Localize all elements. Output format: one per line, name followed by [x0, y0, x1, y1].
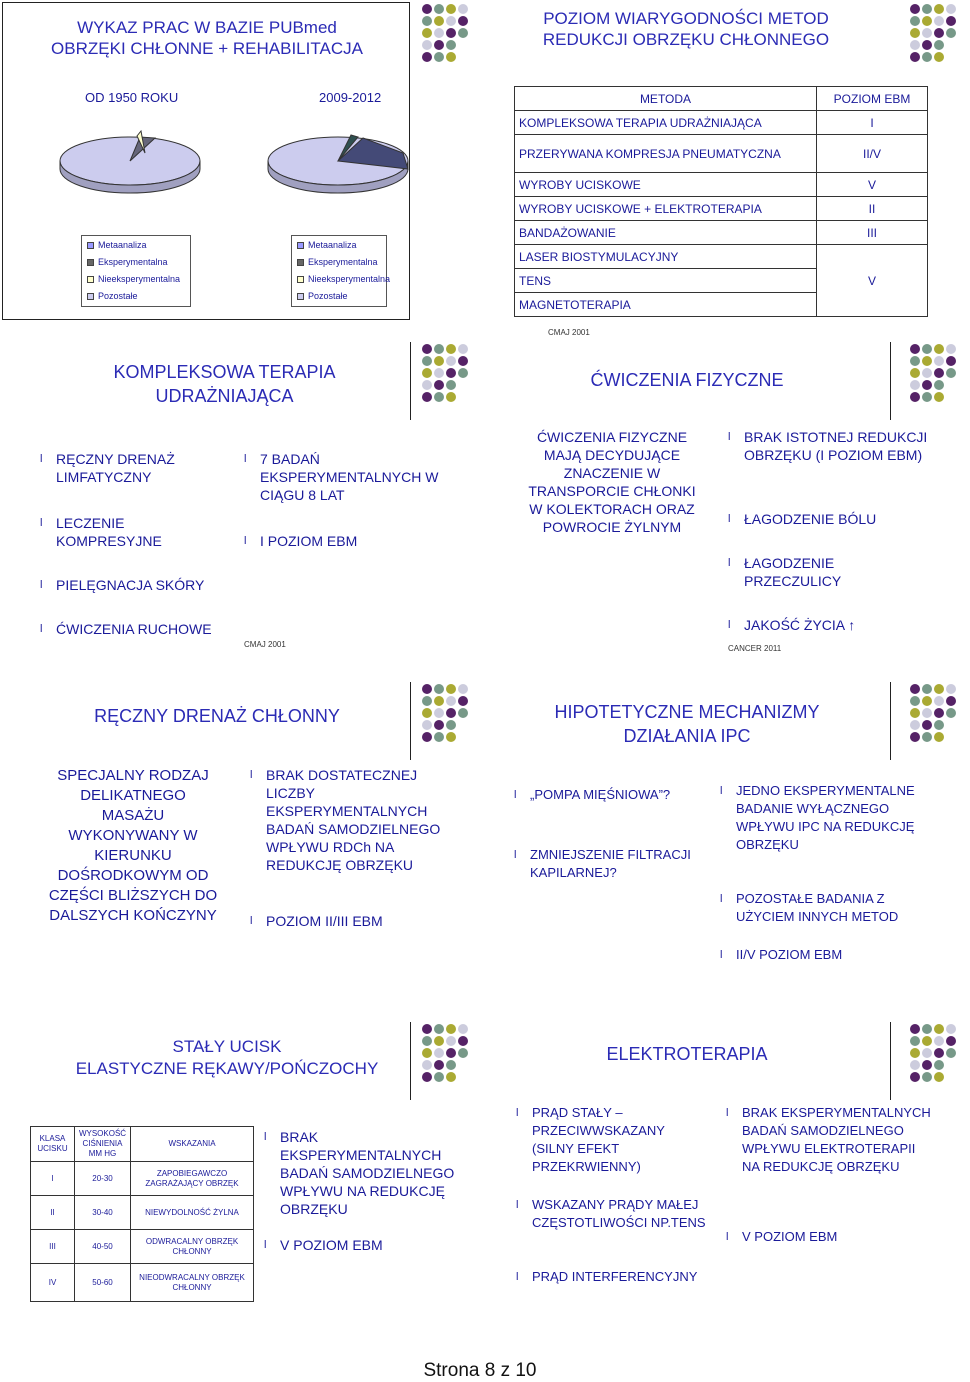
dot	[934, 1024, 944, 1034]
dot	[910, 684, 920, 694]
dot	[422, 720, 432, 730]
dot	[422, 684, 432, 694]
slide-title: ĆWICZENIA FIZYCZNE	[590, 370, 784, 390]
dot	[946, 1036, 956, 1046]
list-item: l JEDNO EKSPERYMENTALNE BADANIE WYŁĄCZNEGO WPŁYWU IPC NA REDUKCJĘ OBRZĘKU	[720, 782, 920, 854]
slide-title: STAŁY UCISK ELASTYCZNE RĘKAWY/POŃCZOCHY	[75, 1037, 379, 1078]
dot	[922, 696, 932, 706]
dot	[922, 52, 932, 62]
decorative-dots	[422, 4, 482, 64]
dot	[458, 4, 468, 14]
dot	[934, 1036, 944, 1046]
dot	[922, 1060, 932, 1070]
legend-swatch	[87, 276, 94, 283]
list-item: l 7 BADAŃ EKSPERYMENTALNYCH W CIĄGU 8 LAT	[244, 450, 454, 504]
dot	[934, 344, 944, 354]
dot	[446, 1060, 456, 1070]
dot	[446, 684, 456, 694]
list-item: l POZOSTAŁE BADANIA Z UŻYCIEM INNYCH METOD	[720, 890, 920, 926]
dot	[422, 28, 432, 38]
dot	[946, 28, 956, 38]
table-row: BANDAŻOWANIE III	[515, 221, 928, 245]
list-item: l BRAK DOSTATECZNEJ LICZBY EKSPERYMENTALNYCH BADAŃ SAMODZIELNEGO WPŁYWU RDCh NA REDUKCJĘ OBRZĘKU	[250, 766, 450, 874]
dot	[910, 344, 920, 354]
dot	[434, 1024, 444, 1034]
dot	[946, 16, 956, 26]
dot	[422, 1036, 432, 1046]
dot	[910, 356, 920, 366]
dot	[910, 732, 920, 742]
dot	[934, 1060, 944, 1070]
slide-ipc	[482, 682, 958, 1000]
dot	[446, 40, 456, 50]
dot	[422, 1072, 432, 1082]
dot	[458, 1024, 468, 1034]
dot	[910, 28, 920, 38]
dot	[458, 16, 468, 26]
legend-swatch	[297, 293, 304, 300]
list-item: l RĘCZNY DRENAŻ LIMFATYCZNY	[40, 450, 200, 486]
dot	[422, 380, 432, 390]
table-row: III 40-50 ODWRACALNY OBRZĘK CHŁONNY	[31, 1230, 254, 1264]
dot	[422, 392, 432, 402]
dot	[458, 708, 468, 718]
dot	[946, 684, 956, 694]
table-row: PRZERYWANA KOMPRESJA PNEUMATYCZNA II/V	[515, 135, 928, 173]
dot	[422, 1048, 432, 1058]
dot	[910, 1024, 920, 1034]
dot	[446, 732, 456, 742]
dot	[922, 392, 932, 402]
table-row: IV 50-60 NIEODWRACALNY OBRZĘK CHŁONNY	[31, 1264, 254, 1302]
dot	[446, 16, 456, 26]
dot	[922, 720, 932, 730]
dot	[422, 344, 432, 354]
dot	[434, 720, 444, 730]
dot	[434, 368, 444, 378]
dot	[934, 684, 944, 694]
dot	[458, 684, 468, 694]
dot	[922, 40, 932, 50]
dot	[934, 720, 944, 730]
slide-pubmed	[2, 2, 410, 320]
dot	[434, 708, 444, 718]
table-row: MAGNETOTERAPIA	[515, 293, 928, 317]
dot	[922, 684, 932, 694]
dot	[934, 368, 944, 378]
dot	[434, 28, 444, 38]
dot	[946, 708, 956, 718]
dot	[910, 1060, 920, 1070]
source-label: CMAJ 2001	[244, 640, 286, 649]
dot	[922, 1048, 932, 1058]
dot	[934, 732, 944, 742]
table-row: KOMPLEKSOWA TERAPIA UDRAŻNIAJĄCA I	[515, 111, 928, 135]
list-item: l II/V POZIOM EBM	[720, 946, 920, 964]
slide-cwiczenia	[482, 342, 958, 660]
dot	[434, 344, 444, 354]
table-row: LASER BIOSTYMULACYJNY V	[515, 245, 928, 269]
dot	[446, 344, 456, 354]
dot	[446, 4, 456, 14]
dot	[434, 356, 444, 366]
pressure-class-table	[30, 1126, 254, 1302]
slide-title: HIPOTETYCZNE MECHANIZMY DZIAŁANIA IPC	[554, 702, 820, 746]
decorative-dots	[422, 344, 482, 404]
dot	[946, 356, 956, 366]
dot	[922, 1024, 932, 1034]
table-row: WYROBY UCISKOWE + ELEKTROTERAPIA II	[515, 197, 928, 221]
decorative-dots	[910, 684, 970, 744]
slide-title: RĘCZNY DRENAŻ CHŁONNY	[94, 706, 340, 726]
dot	[458, 1048, 468, 1058]
dot	[434, 380, 444, 390]
dot	[922, 1072, 932, 1082]
list-item: l ŁAGODZENIE BÓLU	[728, 510, 928, 528]
dot	[946, 4, 956, 14]
list-item: l BRAK EKSPERYMENTALNYCH BADAŃ SAMODZIELNEGO WPŁYWU NA REDUKCJĘ OBRZĘKU	[264, 1128, 464, 1218]
dot	[446, 1048, 456, 1058]
dot	[934, 356, 944, 366]
legend-2009: Metaanaliza Eksperymentalna Nieeksperymentalna Pozostałe	[297, 237, 390, 305]
dot	[446, 52, 456, 62]
dot	[910, 392, 920, 402]
dot	[422, 368, 432, 378]
dot	[422, 708, 432, 718]
dot	[458, 344, 468, 354]
list-item: l ŁAGODZENIE PRZECZULICY	[728, 554, 928, 590]
dot	[910, 708, 920, 718]
dot	[422, 40, 432, 50]
table-header: WSKAZANIA	[131, 1127, 254, 1162]
slide-title: ELEKTROTERAPIA	[606, 1044, 768, 1064]
left-period-label: OD 1950 ROKU	[85, 90, 179, 105]
dot	[922, 1036, 932, 1046]
dot	[946, 1024, 956, 1034]
dot	[422, 1060, 432, 1070]
list-item: l V POZIOM EBM	[264, 1236, 464, 1254]
list-item: l PRĄD INTERFERENCYJNY	[516, 1268, 706, 1286]
table-row: II 30-40 NIEWYDOLNOŚĆ ŻYLNA	[31, 1196, 254, 1230]
legend-swatch	[87, 242, 94, 249]
decorative-dots	[422, 684, 482, 744]
decorative-dots	[910, 1024, 970, 1084]
right-period-label: 2009-2012	[319, 90, 382, 105]
table-row	[31, 1127, 254, 1162]
dot	[446, 1024, 456, 1034]
dot	[934, 4, 944, 14]
dot	[910, 1048, 920, 1058]
dot	[458, 1036, 468, 1046]
legend-swatch	[87, 293, 94, 300]
dot	[922, 356, 932, 366]
legend-swatch	[297, 276, 304, 283]
dot	[922, 708, 932, 718]
dot	[934, 28, 944, 38]
list-item: l V POZIOM EBM	[726, 1228, 936, 1246]
dot	[422, 1024, 432, 1034]
dot	[458, 696, 468, 706]
dot	[458, 28, 468, 38]
dot	[922, 732, 932, 742]
table-header: METODA	[515, 87, 817, 111]
dot	[434, 696, 444, 706]
decorative-dots	[422, 1024, 482, 1084]
dot	[922, 4, 932, 14]
arrow-up-icon: ↑	[848, 617, 856, 633]
dot	[422, 16, 432, 26]
dot	[446, 1072, 456, 1082]
slide-ebm-levels	[414, 2, 958, 337]
dot	[434, 16, 444, 26]
dot	[922, 344, 932, 354]
dot	[434, 4, 444, 14]
slide-title: KOMPLEKSOWA TERAPIA UDRAŻNIAJĄCA	[113, 362, 336, 406]
table-row: WYROBY UCISKOWE V	[515, 173, 928, 197]
list-item: l JAKOŚĆ ŻYCIA ↑	[728, 616, 928, 634]
table-row: TENS	[515, 269, 928, 293]
list-item: l BRAK ISTOTNEJ REDUKCJI OBRZĘKU (I POZIOM EBM)	[728, 428, 928, 464]
slide-elektroterapia	[482, 1022, 958, 1340]
dot	[910, 696, 920, 706]
dot	[934, 1072, 944, 1082]
dot	[946, 696, 956, 706]
dot	[910, 1072, 920, 1082]
dot	[910, 368, 920, 378]
dot	[434, 732, 444, 742]
dot	[458, 356, 468, 366]
dot	[934, 52, 944, 62]
legend-1950: Metaanaliza Eksperymentalna Nieeksperymentalna Pozostałe	[87, 237, 180, 305]
dot	[910, 380, 920, 390]
dot	[946, 1048, 956, 1058]
dot	[434, 1072, 444, 1082]
dot	[946, 368, 956, 378]
dot	[934, 16, 944, 26]
legend-swatch	[297, 242, 304, 249]
dot	[934, 696, 944, 706]
table-header: WYSOKOŚĆ CIŚNIENIA MM HG	[75, 1127, 131, 1162]
table-header: KLASA UCISKU	[31, 1127, 75, 1162]
source-label: CMAJ 2001	[548, 328, 590, 337]
list-item: l LECZENIE KOMPRESYJNE	[40, 514, 200, 550]
dot	[446, 708, 456, 718]
decorative-dots	[910, 4, 970, 64]
dot	[446, 392, 456, 402]
dot	[934, 392, 944, 402]
slide-drenaz	[2, 682, 478, 1000]
dot	[434, 1036, 444, 1046]
list-item: l BRAK EKSPERYMENTALNYCH BADAŃ SAMODZIELNEGO WPŁYWU ELEKTROTERAPII NA REDUKCJĘ OBRZĘKU	[726, 1104, 936, 1176]
list-item: l „POMPA MIĘŚNIOWA”?	[514, 786, 704, 804]
list-item: l I POZIOM EBM	[244, 532, 454, 550]
dot	[434, 52, 444, 62]
dot	[422, 52, 432, 62]
dot	[434, 1048, 444, 1058]
dot	[934, 1048, 944, 1058]
description-text: ĆWICZENIA FIZYCZNE MAJĄ DECYDUJĄCE ZNACZENIE W TRANSPORCIE CHŁONKI W KOLEKTORACH ORAZ POWROCIE ŻYLNYM	[528, 429, 696, 535]
source-label: CANCER 2011	[728, 644, 782, 653]
dot	[434, 684, 444, 694]
dot	[934, 380, 944, 390]
dot	[446, 28, 456, 38]
page-footer: Strona 8 z 10	[423, 1360, 537, 1381]
dot	[922, 16, 932, 26]
decorative-dots	[910, 344, 970, 404]
description-text: SPECJALNY RODZAJ DELIKATNEGO MASAŻU WYKONYWANY W KIERUNKU DOŚRODKOWYM OD CZĘŚCI BLIŻSZYCH DO DALSZYCH KOŃCZYNY	[48, 767, 218, 924]
dot	[422, 4, 432, 14]
list-item: l WSKAZANY PRĄDY MAŁEJ CZĘSTOTLIWOŚCI NP.TENS	[516, 1196, 706, 1232]
dot	[910, 4, 920, 14]
dot	[446, 696, 456, 706]
pie-chart-1950	[55, 123, 205, 193]
legend-swatch	[87, 259, 94, 266]
dot	[910, 720, 920, 730]
list-item: l ZMNIEJSZENIE FILTRACJI KAPILARNEJ?	[514, 846, 704, 882]
ebm-table	[514, 86, 928, 317]
list-item: l ĆWICZENIA RUCHOWE	[40, 620, 240, 638]
dot	[446, 720, 456, 730]
dot	[922, 380, 932, 390]
legend-swatch	[297, 259, 304, 266]
dot	[934, 40, 944, 50]
table-row: I 20-30 ZAPOBIEGAWCZO ZAGRAŻAJĄCY OBRZĘK	[31, 1162, 254, 1196]
dot	[434, 40, 444, 50]
dot	[458, 368, 468, 378]
dot	[446, 368, 456, 378]
slide-staly-ucisk	[2, 1022, 478, 1340]
list-item: l POZIOM II/III EBM	[250, 912, 450, 930]
table-header: POZIOM EBM	[817, 87, 928, 111]
slide-title: POZIOM WIARYGODNOŚCI METOD REDUKCJI OBRZĘKU CHŁONNEGO	[542, 9, 830, 49]
pie-chart-2009	[263, 123, 413, 193]
dot	[434, 1060, 444, 1070]
dot	[910, 52, 920, 62]
dot	[446, 1036, 456, 1046]
dot	[422, 732, 432, 742]
dot	[910, 16, 920, 26]
dot	[910, 40, 920, 50]
slide-kompleksowa	[2, 342, 478, 660]
dot	[434, 392, 444, 402]
dot	[422, 696, 432, 706]
dot	[934, 708, 944, 718]
dot	[446, 380, 456, 390]
slide-title: WYKAZ PRAC W BAZIE PUBmed OBRZĘKI CHŁONNE + REHABILITACJA	[51, 18, 363, 58]
table-row	[515, 87, 928, 111]
dot	[922, 368, 932, 378]
dot	[910, 1036, 920, 1046]
dot	[422, 356, 432, 366]
dot	[446, 356, 456, 366]
list-item: l PRĄD STAŁY – PRZECIWWSKAZANY (SILNY EFEKT PRZEKRWIENNY)	[516, 1104, 706, 1176]
list-item: l PIELĘGNACJA SKÓRY	[40, 576, 240, 594]
dot	[946, 344, 956, 354]
dot	[922, 28, 932, 38]
